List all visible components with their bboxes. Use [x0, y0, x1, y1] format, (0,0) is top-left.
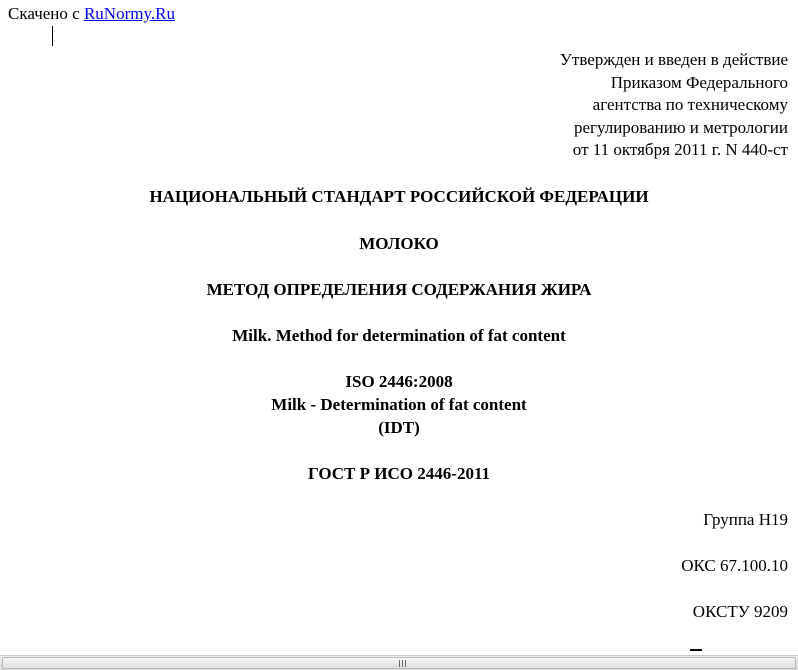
- source-line: [8, 4, 175, 24]
- grip-icon: [398, 660, 408, 667]
- document-title: МОЛОКО: [359, 234, 439, 253]
- oks-code: ОКС 67.100.10: [681, 556, 788, 575]
- approval-block: [560, 49, 788, 162]
- iso-code: ISO 2446:2008: [345, 372, 453, 391]
- standard-type-heading: НАЦИОНАЛЬНЫЙ СТАНДАРТ РОССИЙСКОЙ ФЕДЕРАЦИИ: [149, 187, 649, 206]
- english-title: Milk. Method for determination of fat content: [232, 326, 566, 345]
- text-cursor: [52, 26, 53, 46]
- source-link[interactable]: RuNormy.Ru: [83, 4, 175, 23]
- group-code: Группа Н19: [703, 510, 788, 529]
- clipped-text-fragment: [690, 647, 706, 651]
- approval-line: Утвержден и введен в действие: [559, 50, 788, 69]
- approval-line: агентства по техническому: [592, 95, 788, 114]
- approval-line: Приказом Федерального: [610, 72, 788, 92]
- approval-line: от 11 октября 2011 г. N 440-ст: [572, 140, 788, 159]
- source-prefix: Скачено с: [8, 4, 84, 23]
- okstu-code: ОКСТУ 9209: [692, 602, 788, 621]
- iso-relation: (IDT): [378, 418, 420, 437]
- iso-title: Milk - Determination of fat content: [271, 395, 527, 414]
- horizontal-scrollbar[interactable]: [0, 655, 798, 670]
- approval-line: регулированию и метрологии: [573, 117, 788, 137]
- scrollbar-thumb[interactable]: [2, 657, 796, 669]
- document-subtitle: МЕТОД ОПРЕДЕЛЕНИЯ СОДЕРЖАНИЯ ЖИРА: [206, 280, 592, 299]
- gost-code: ГОСТ Р ИСО 2446-2011: [307, 464, 491, 483]
